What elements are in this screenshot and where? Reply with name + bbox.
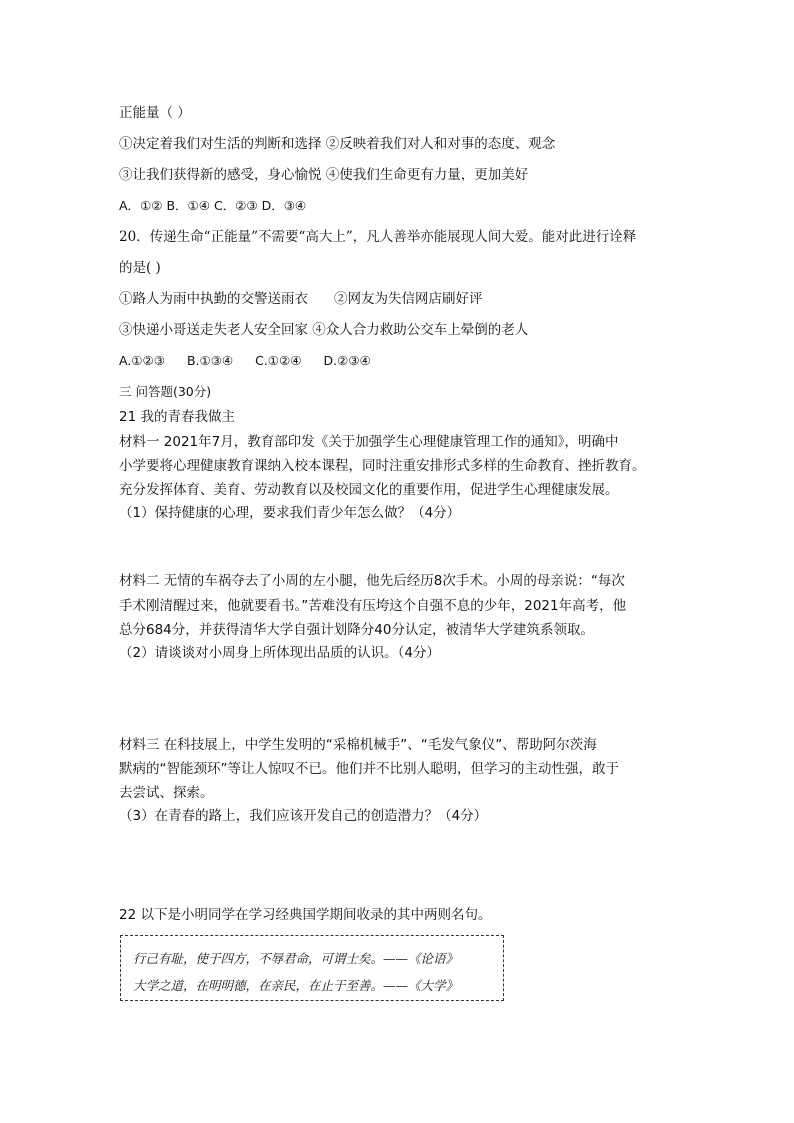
q21-material-1-line-3: 充分发挥体育、美育、劳动教育以及校园文化的重要作用，促进学生心理健康发展。: [119, 482, 619, 498]
q20-items-line-1: [119, 291, 483, 307]
q19-options: [119, 198, 306, 214]
q20-option-a: A.①②③: [119, 353, 165, 368]
quote-box: [120, 935, 504, 1001]
quote-lunyu: 行己有耻，使于四方，不辱君命，可谓士矣。——《论语》: [133, 951, 459, 966]
q20-option-c: C.①②④: [255, 353, 302, 368]
q19-statements-line-2: ③让我们获得新的感受，身心愉悦 ④使我们生命更有力量，更加美好: [119, 167, 529, 183]
q19-option-c: C．②③: [213, 198, 258, 213]
q21-subquestion-2: （2）请谈谈对小周身上所体现出品质的认识。（4分）: [119, 645, 440, 661]
q20-item-1: ①路人为雨中执勤的交警送雨衣: [119, 291, 308, 307]
q19-statements-line-1: ①决定着我们对生活的判断和选择 ②反映着我们对人和对事的态度、观念: [119, 136, 556, 152]
q21-material-1-line-2: 小学要将心理健康教育课纳入校本课程，同时注重安排形式多样的生命教育、挫折教育。: [119, 458, 646, 474]
q20-items-line-2: ③快递小哥送走失老人安全回家 ④众人合力救助公交车上晕倒的老人: [119, 322, 529, 338]
q21-material-3-line-2: 默病的“智能颈环”等让人惊叹不已。他们并不比别人聪明，但学习的主动性强，敢于: [119, 761, 619, 777]
q19-option-d: D．③④: [261, 198, 307, 213]
q19-stem-end: 正能量（ ）: [119, 105, 191, 121]
q19-option-b: B．①④: [166, 198, 210, 213]
q21-subquestion-3: （3）在青春的路上，我们应该开发自己的创造潜力？（4分）: [119, 808, 488, 824]
q21-title: 21 我的青春我做主: [119, 409, 235, 425]
q21-material-2-line-2: 手术刚清醒过来，他就要看书。”苦难没有压垮这个自强不息的少年，2021年高考，他: [119, 598, 627, 614]
q21-material-3-line-3: 去尝试、探索。: [119, 785, 214, 801]
q21-material-3-line-1: 材料三 在科技展上，中学生发明的“采棉机械手”、“毛发气象仪”、帮助阿尔茨海: [119, 737, 597, 753]
q20-option-d: D.②③④: [323, 353, 371, 368]
section-3-heading: 三 问答题(30分): [119, 384, 212, 399]
q20-stem-line-2: 的是( ): [119, 260, 161, 276]
q19-option-a: A．①②: [119, 198, 163, 213]
q20-options: [119, 353, 371, 369]
q22-intro: 22 以下是小明同学在学习经典国学期间收录的其中两则名句。: [119, 907, 492, 923]
q21-material-1-line-1: 材料一 2021年7月，教育部印发《关于加强学生心理健康管理工作的通知》，明确中: [119, 434, 619, 450]
q21-subquestion-1: （1）保持健康的心理，要求我们青少年怎么做？（4分）: [119, 505, 461, 521]
q21-material-2-line-1: 材料二 无情的车祸夺去了小周的左小腿，他先后经历8次手术。小周的母亲说：“每次: [119, 573, 625, 589]
q20-stem-line-1: 20．传递生命“正能量”不需要“高大上”，凡人善举亦能展现人间大爱。能对此进行诠释: [119, 229, 637, 245]
q20-item-2: ②网友为失信网店刷好评: [334, 291, 483, 307]
quote-daxue: 大学之道，在明明德，在亲民，在止于至善。——《大学》: [133, 978, 459, 993]
q20-option-b: B.①③④: [186, 353, 234, 368]
q21-material-2-line-3: 总分684分，并获得清华大学自强计划降分40分认定，被清华大学建筑系领取。: [119, 622, 594, 638]
